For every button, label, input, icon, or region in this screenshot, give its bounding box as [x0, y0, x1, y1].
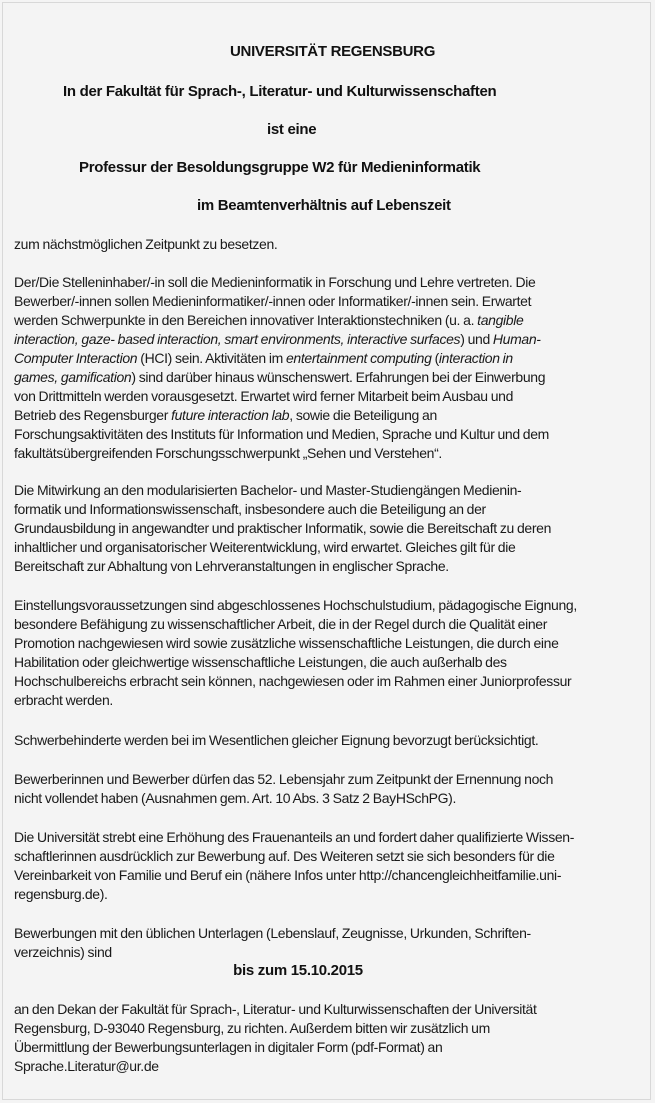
- text-line: erbracht werden.: [14, 692, 113, 708]
- text-line: werden Schwerpunkte in den Bereichen innovativer Interaktionstechniken (u. a. tangible: [14, 312, 524, 328]
- text-line: fakultätsübergreifenden Forschungsschwerpunkt „Sehen und Verstehen“.: [14, 445, 442, 461]
- application-deadline: bis zum 15.10.2015: [233, 962, 363, 979]
- paragraph-requirements: [14, 596, 654, 710]
- text-line: Habilitation oder gleichwertige wissenschaftliche Leistungen, die auch außerhalb des: [14, 654, 507, 670]
- text-line: formatik und Informationswissenschaft, insbesondere auch die Beteiligung an der: [14, 501, 486, 517]
- text-line: Bewerber/-innen sollen Medieninformatiker/-innen oder Informatiker/-innen sein. Erwartet: [14, 293, 532, 309]
- text-line: Regensburg, D-93040 Regensburg, zu richten. Außerdem bitten wir zusätzlich um: [14, 1020, 490, 1036]
- text-line: Bereitschaft zur Abhaltung von Lehrveranstaltungen in englischer Sprache.: [14, 558, 449, 574]
- position-title: Professur der Besoldungsgruppe W2 für Medieninformatik: [79, 159, 481, 176]
- job-posting-page: [2, 2, 651, 1100]
- text-line: Der/Die Stelleninhaber/-in soll die Medieninformatik in Forschung und Lehre vertreten. Die: [14, 274, 536, 290]
- paragraph-disability: [14, 731, 654, 750]
- text-line: inhaltlicher und organisatorischer Weiterentwicklung, wird erwartet. Gleiches gilt für die: [14, 539, 516, 555]
- employment-status: im Beamtenverhältnis auf Lebenszeit: [197, 197, 451, 214]
- paragraph-application: [14, 924, 654, 962]
- text-line: games, gamification) sind darüber hinaus wünschenswert. Erfahrungen bei der Einwerbung: [14, 369, 546, 385]
- paragraph-age-limit: [14, 770, 654, 808]
- university-title: UNIVERSITÄT REGENSBURG: [230, 43, 436, 60]
- text-line: Vereinbarkeit von Familie und Beruf ein (nähere Infos unter http://chancengleichheitfamilie.uni-: [14, 867, 562, 883]
- text-line: Die Mitwirkung an den modularisierten Bachelor- und Master-Studiengängen Medienin-: [14, 482, 522, 498]
- ist-eine-heading: ist eine: [267, 121, 317, 138]
- paragraph-submission: [14, 1000, 654, 1076]
- text-line: an den Dekan der Fakultät für Sprach-, Literatur- und Kulturwissenschaften der Universität: [14, 1001, 537, 1017]
- paragraph-equality: [14, 828, 654, 904]
- text-line: Einstellungsvoraussetzungen sind abgeschlossenes Hochschulstudium, pädagogische Eignung,: [14, 597, 577, 613]
- text-line: regensburg.de).: [14, 886, 108, 902]
- text-line: verzeichnis) sind: [14, 944, 112, 960]
- text-line: Schwerbehinderte werden bei im Wesentlichen gleicher Eignung bevorzugt berücksichtigt.: [14, 732, 539, 748]
- text-line: Übermittlung der Bewerbungsunterlagen in digitaler Form (pdf-Format) an: [14, 1039, 443, 1055]
- text-line: Die Universität strebt eine Erhöhung des Frauenanteils an und fordert daher qualifizierte Wissen-: [14, 829, 575, 845]
- text-line: interaction, gaze- based interaction, smart environments, interactive surfaces) und Human-: [14, 331, 541, 347]
- contact-email: Sprache.Literatur@ur.de: [14, 1058, 159, 1074]
- text-line: Forschungsaktivitäten des Instituts für Information und Medien, Sprache und Kultur und dem: [14, 426, 549, 442]
- text-line: Bewerberinnen und Bewerber dürfen das 52. Lebensjahr zum Zeitpunkt der Ernennung noch: [14, 771, 554, 787]
- faculty-heading: In der Fakultät für Sprach-, Literatur- und Kulturwissenschaften: [63, 83, 497, 100]
- intro-text: [14, 235, 654, 254]
- text-line: Bewerbungen mit den üblichen Unterlagen (Lebenslauf, Zeugnisse, Urkunden, Schriften-: [14, 925, 531, 941]
- text-line: schaftlerinnen ausdrücklich zur Bewerbung auf. Des Weiteren setzt sie sich besonders für die: [14, 848, 555, 864]
- text-line: Promotion nachgewiesen wird sowie zusätzliche wissenschaftliche Leistungen, die durch eine: [14, 635, 559, 651]
- text-line: von Drittmitteln werden vorausgesetzt. Erwartet wird ferner Mitarbeit beim Ausbau und: [14, 388, 514, 404]
- text-line: Computer Interaction (HCI) sein. Aktivitäten im entertainment computing (interaction in: [14, 350, 513, 366]
- intro-line: zum nächstmöglichen Zeitpunkt zu besetzen.: [14, 236, 278, 252]
- text-line: nicht vollendet haben (Ausnahmen gem. Art. 10 Abs. 3 Satz 2 BayHSchPG).: [14, 790, 457, 806]
- text-line: besondere Befähigung zu wissenschaftlicher Arbeit, die in der Regel durch die Qualität einer: [14, 616, 548, 632]
- text-line: Grundausbildung in angewandter und praktischer Informatik, sowie die Bereitschaft zu deren: [14, 520, 552, 536]
- text-line: Hochschulbereichs erbracht sein können, nachgewiesen oder im Rahmen einer Juniorprofessur: [14, 673, 572, 689]
- paragraph-teaching: [14, 481, 654, 576]
- text-line: Betrieb des Regensburger future interaction lab, sowie die Beteiligung an: [14, 407, 437, 423]
- paragraph-duties: [14, 273, 654, 463]
